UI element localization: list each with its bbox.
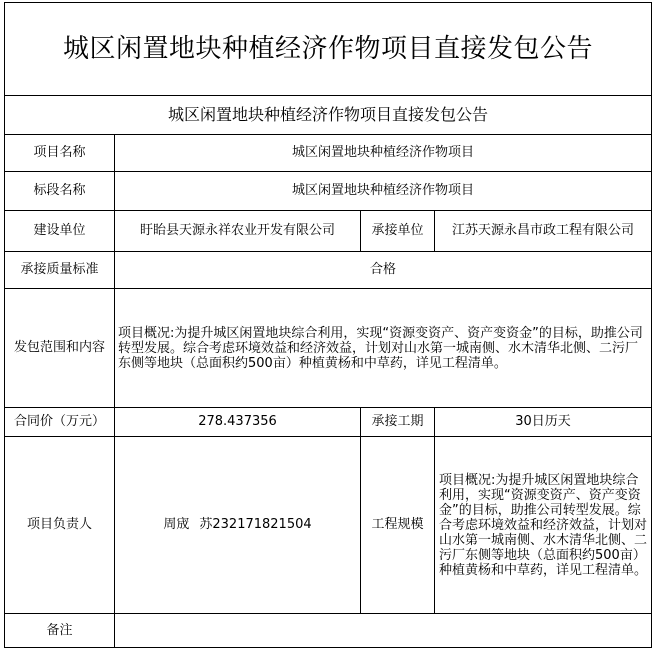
scale-label: 工程规模 <box>361 437 435 614</box>
table-row <box>5 437 652 614</box>
manager-name: 周宬 <box>163 517 190 532</box>
price-label: 合同价（万元） <box>5 408 115 437</box>
table-row <box>5 252 652 289</box>
remark-value <box>115 614 652 648</box>
scope-label: 发包范围和内容 <box>5 289 115 408</box>
section-name-label: 标段名称 <box>5 172 115 211</box>
manager-label: 项目负责人 <box>5 437 115 614</box>
period-label: 承接工期 <box>361 408 435 437</box>
period-value: 30日历天 <box>435 408 652 437</box>
contractor-value: 江苏天源永昌市政工程有限公司 <box>435 211 652 252</box>
table-row <box>5 289 652 408</box>
section-name-value: 城区闲置地块种植经济作物项目 <box>115 172 652 211</box>
remark-label: 备注 <box>5 614 115 648</box>
contractor-label: 承接单位 <box>361 211 435 252</box>
builder-label: 建设单位 <box>5 211 115 252</box>
announcement-table <box>4 2 652 648</box>
announcement-page <box>4 2 651 654</box>
table-row <box>5 211 652 252</box>
manager-cert: 苏232171821504 <box>199 517 312 532</box>
project-name-label: 项目名称 <box>5 135 115 172</box>
table-subtitle: 城区闲置地块种植经济作物项目直接发包公告 <box>5 96 652 135</box>
price-value: 278.437356 <box>115 408 361 437</box>
table-row <box>5 172 652 211</box>
table-row <box>5 614 652 648</box>
builder-value: 盱眙县天源永祥农业开发有限公司 <box>115 211 361 252</box>
quality-value: 合格 <box>115 252 652 289</box>
table-row <box>5 408 652 437</box>
scope-value: 项目概况:为提升城区闲置地块综合利用，实现“资源变资产、资产变资金”的目标，助推公司转型发展。综合考虑环境效益和经济效益，计划对山水第一城南侧、水木清华北侧、二污厂东侧等地块（总面积约500亩）种植黄杨和中草药，详见工程清单。 <box>115 289 652 408</box>
table-row <box>5 135 652 172</box>
manager-value <box>115 437 361 614</box>
project-name-value: 城区闲置地块种植经济作物项目 <box>115 135 652 172</box>
quality-label: 承接质量标准 <box>5 252 115 289</box>
scale-value: 项目概况:为提升城区闲置地块综合利用，实现“资源变资产、资产变资金”的目标，助推公司转型发展。综合考虑环境效益和经济效益，计划对山水第一城南侧、水木清华北侧、二污厂东侧等地块（总面积约500亩）种植黄杨和中草药，详见工程清单。 <box>435 437 652 614</box>
page-title: 城区闲置地块种植经济作物项目直接发包公告 <box>5 3 652 96</box>
